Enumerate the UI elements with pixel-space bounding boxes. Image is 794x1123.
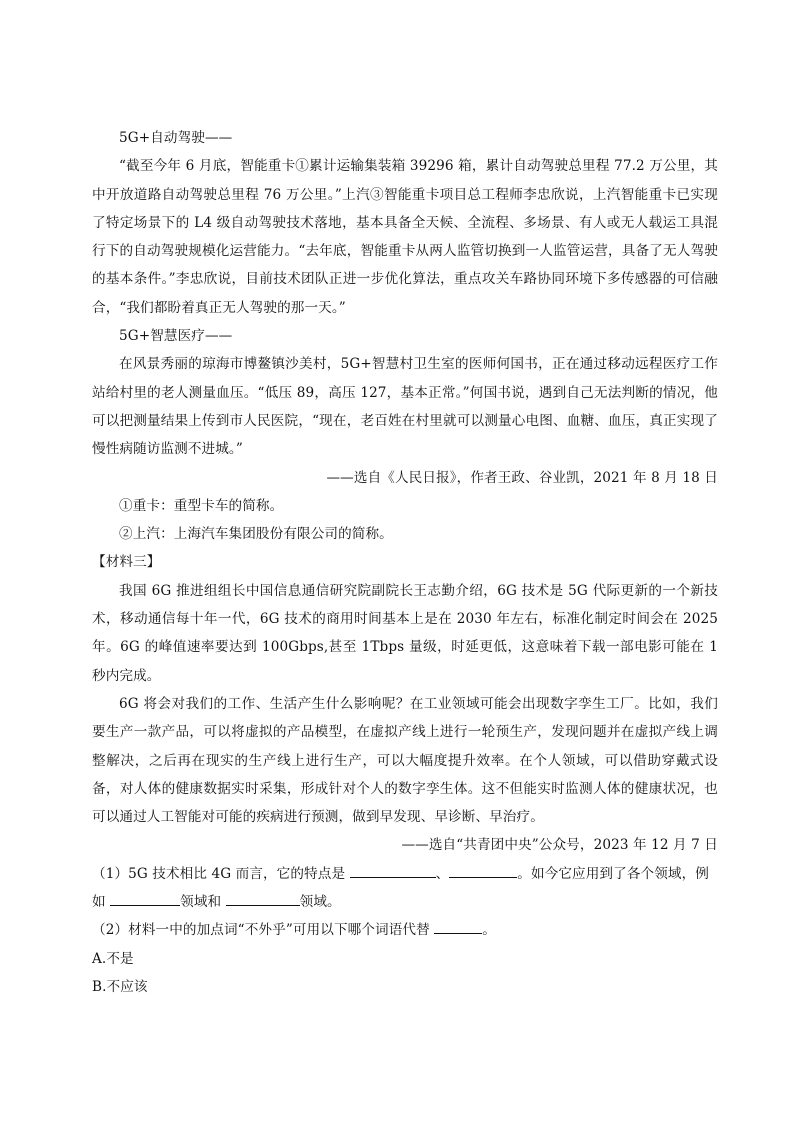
material-3-paragraph-1: 我国 6G 推进组组长中国信息通信研究院副院长王志勤介绍，6G 技术是 5G 代际更新的一个新技术，移动通信每十年一代，6G 技术的商用时间基本上是在 2030 年左右，标准化制定时间会在 2025 年。6G 的峰值速率要达到 100Gbps,甚至 1Tbps 量级，时延更低，这意味着下载一部电影可能在 1 秒内完成。 [92,582,718,684]
question-2-text-b: 。 [482,922,496,939]
question-2 [92,916,718,944]
footnote-2: ②上汽：上海汽车集团股份有限公司的简称。 [119,526,393,543]
answer-blank-2[interactable] [449,863,517,878]
section-heading-autonomous-driving: 5G+自动驾驶—— [119,130,233,146]
source-citation-2: ——选自“共青团中央”公众号，2023 年 12 月 7 日 [401,837,718,854]
question-1-text-c: 如 [92,894,111,911]
question-1-text-b: 。如今它应用到了各个领域，例 [517,865,709,882]
question-1-text-a: （1）5G 技术相比 4G 而言，它的特点是 [92,865,350,882]
answer-blank-4[interactable] [226,891,300,906]
question-2-text-a: （2）材料一中的加点词“不外乎”可用以下哪个词语代替 [92,922,435,939]
question-1-sep: 、 [435,865,450,882]
footnote-1: ①重卡：重型卡车的简称。 [119,497,284,514]
option-b[interactable]: B.不应该 [92,978,148,995]
paragraph-smart-medical: 在风景秀丽的琼海市博鳌镇沙美村，5G+智慧村卫生室的医师何国书，正在通过移动远程医疗工作站给村里的老人测量血压。“低压 89，高压 127，基本正常。”何国书说，遇到自己无法判断的情况，他可以把测量结果上传到市人民医院，“现在，老百姓在村里就可以测量心电图、血糖、血压，真正实现了慢性病随访监测不进城。” [92,356,718,458]
answer-blank-5[interactable] [434,919,482,934]
source-citation-1: ——选自《人民日报》，作者王政、谷业凯，2021 年 8 月 18 日 [326,469,718,486]
answer-blank-1[interactable] [350,863,436,878]
paragraph-autonomous-driving: “截至今年 6 月底，智能重卡①累计运输集装箱 39296 箱，累计自动驾驶总里程 77.2 万公里，其中开放道路自动驾驶总里程 76 万公里。”上汽③智能重卡项目总工程师李忠欣说，上汽智能重卡已实现了特定场景下的 L4 级自动驾驶技术落地，基本具备全天候、全流程、多场景、有人或无人载运工具混行下的自动驾驶规模化运营能力。“去年底，智能重卡从两人监管切换到一人监管运营，具备了无人驾驶的基本条件。”李忠欣说，目前技术团队正进一步优化算法，重点攻关车路协同环境下多传感器的可信融合，“我们都盼着真正无人驾驶的那一天。” [92,158,718,316]
section-heading-smart-medical: 5G+智慧医疗—— [119,328,233,345]
material-3-title: 【材料三】 [92,554,161,571]
question-1-text-d: 领域和 [180,894,226,911]
option-a[interactable]: A.不是 [92,950,134,967]
document-body [92,124,718,1001]
question-1-text-e: 领域。 [299,894,341,911]
material-3-paragraph-2: 6G 将会对我们的工作、生活产生什么影响呢？在工业领域可能会出现数字孪生工厂。比如，我们要生产一款产品，可以将虚拟的产品模型，在虚拟产线上进行一轮预生产，发现问题并在虚拟产线上调整解决，之后再在现实的生产线上进行生产，可以大幅度提升效率。在个人领域，可以借助穿戴式设备，对人体的健康数据实时采集，形成针对个人的数字孪生体。这不但能实时监测人体的健康状况，也可以通过人工智能对可能的疾病进行预测，做到早发现、早诊断、早治疗。 [92,695,718,826]
question-1 [92,860,718,917]
answer-blank-3[interactable] [110,891,180,906]
